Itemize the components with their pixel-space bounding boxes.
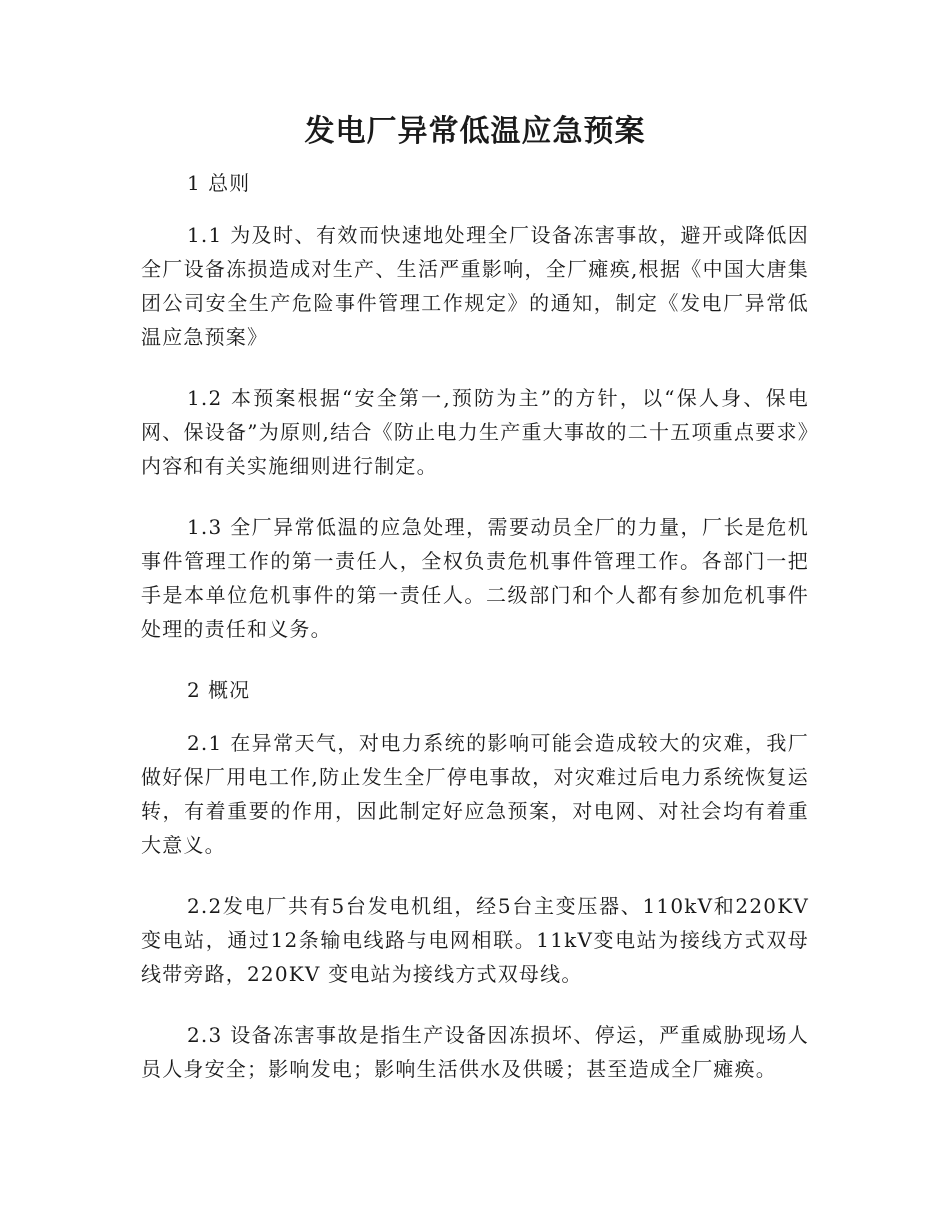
paragraph-2-1: 2.1 在异常天气，对电力系统的影响可能会造成较大的灾难，我厂做好保厂用电工作,防止发生全厂停电事故，对灾难过后电力系统恢复运转，有着重要的作用，因此制定好应急预案，对电网、对社会均有着重大意义。: [141, 731, 809, 857]
document-title: 发电厂异常低温应急预案: [304, 114, 646, 149]
paragraph-1-2: 1.2 本预案根据“安全第一,预防为主”的方针，以“保人身、保电网、保设备”为原则,结合《防止电力生产重大事故的二十五项重点要求》内容和有关实施细则进行制定。: [141, 386, 809, 478]
paragraph-1-1: 1.1 为及时、有效而快速地处理全厂设备冻害事故，避开或降低因全厂设备冻损造成对生产、生活严重影响，全厂瘫痪,根据《中国大唐集团公司安全生产危险事件管理工作规定》的通知，制定《发电厂异常低温应急预案》: [141, 223, 809, 349]
paragraph-2-2: 2.2发电厂共有5台发电机组，经5台主变压器、110kV和220KV变电站，通过12条输电线路与电网相联。11kV变电站为接线方式双母线带旁路，220KV 变电站为接线方式双母线。: [141, 894, 809, 986]
paragraph-2-3: 2.3 设备冻害事故是指生产设备因冻损坏、停运，严重威胁现场人员人身安全；影响发电；影响生活供水及供暖；甚至造成全厂瘫痪。: [141, 1023, 809, 1081]
section-1-heading: 1 总则: [187, 171, 251, 195]
section-2-heading: 2 概况: [187, 678, 251, 702]
paragraph-1-3: 1.3 全厂异常低温的应急处理，需要动员全厂的力量，厂长是危机事件管理工作的第一责任人，全权负责危机事件管理工作。各部门一把手是本单位危机事件的第一责任人。二级部门和个人都有参加危机事件处理的责任和义务。: [141, 515, 809, 641]
